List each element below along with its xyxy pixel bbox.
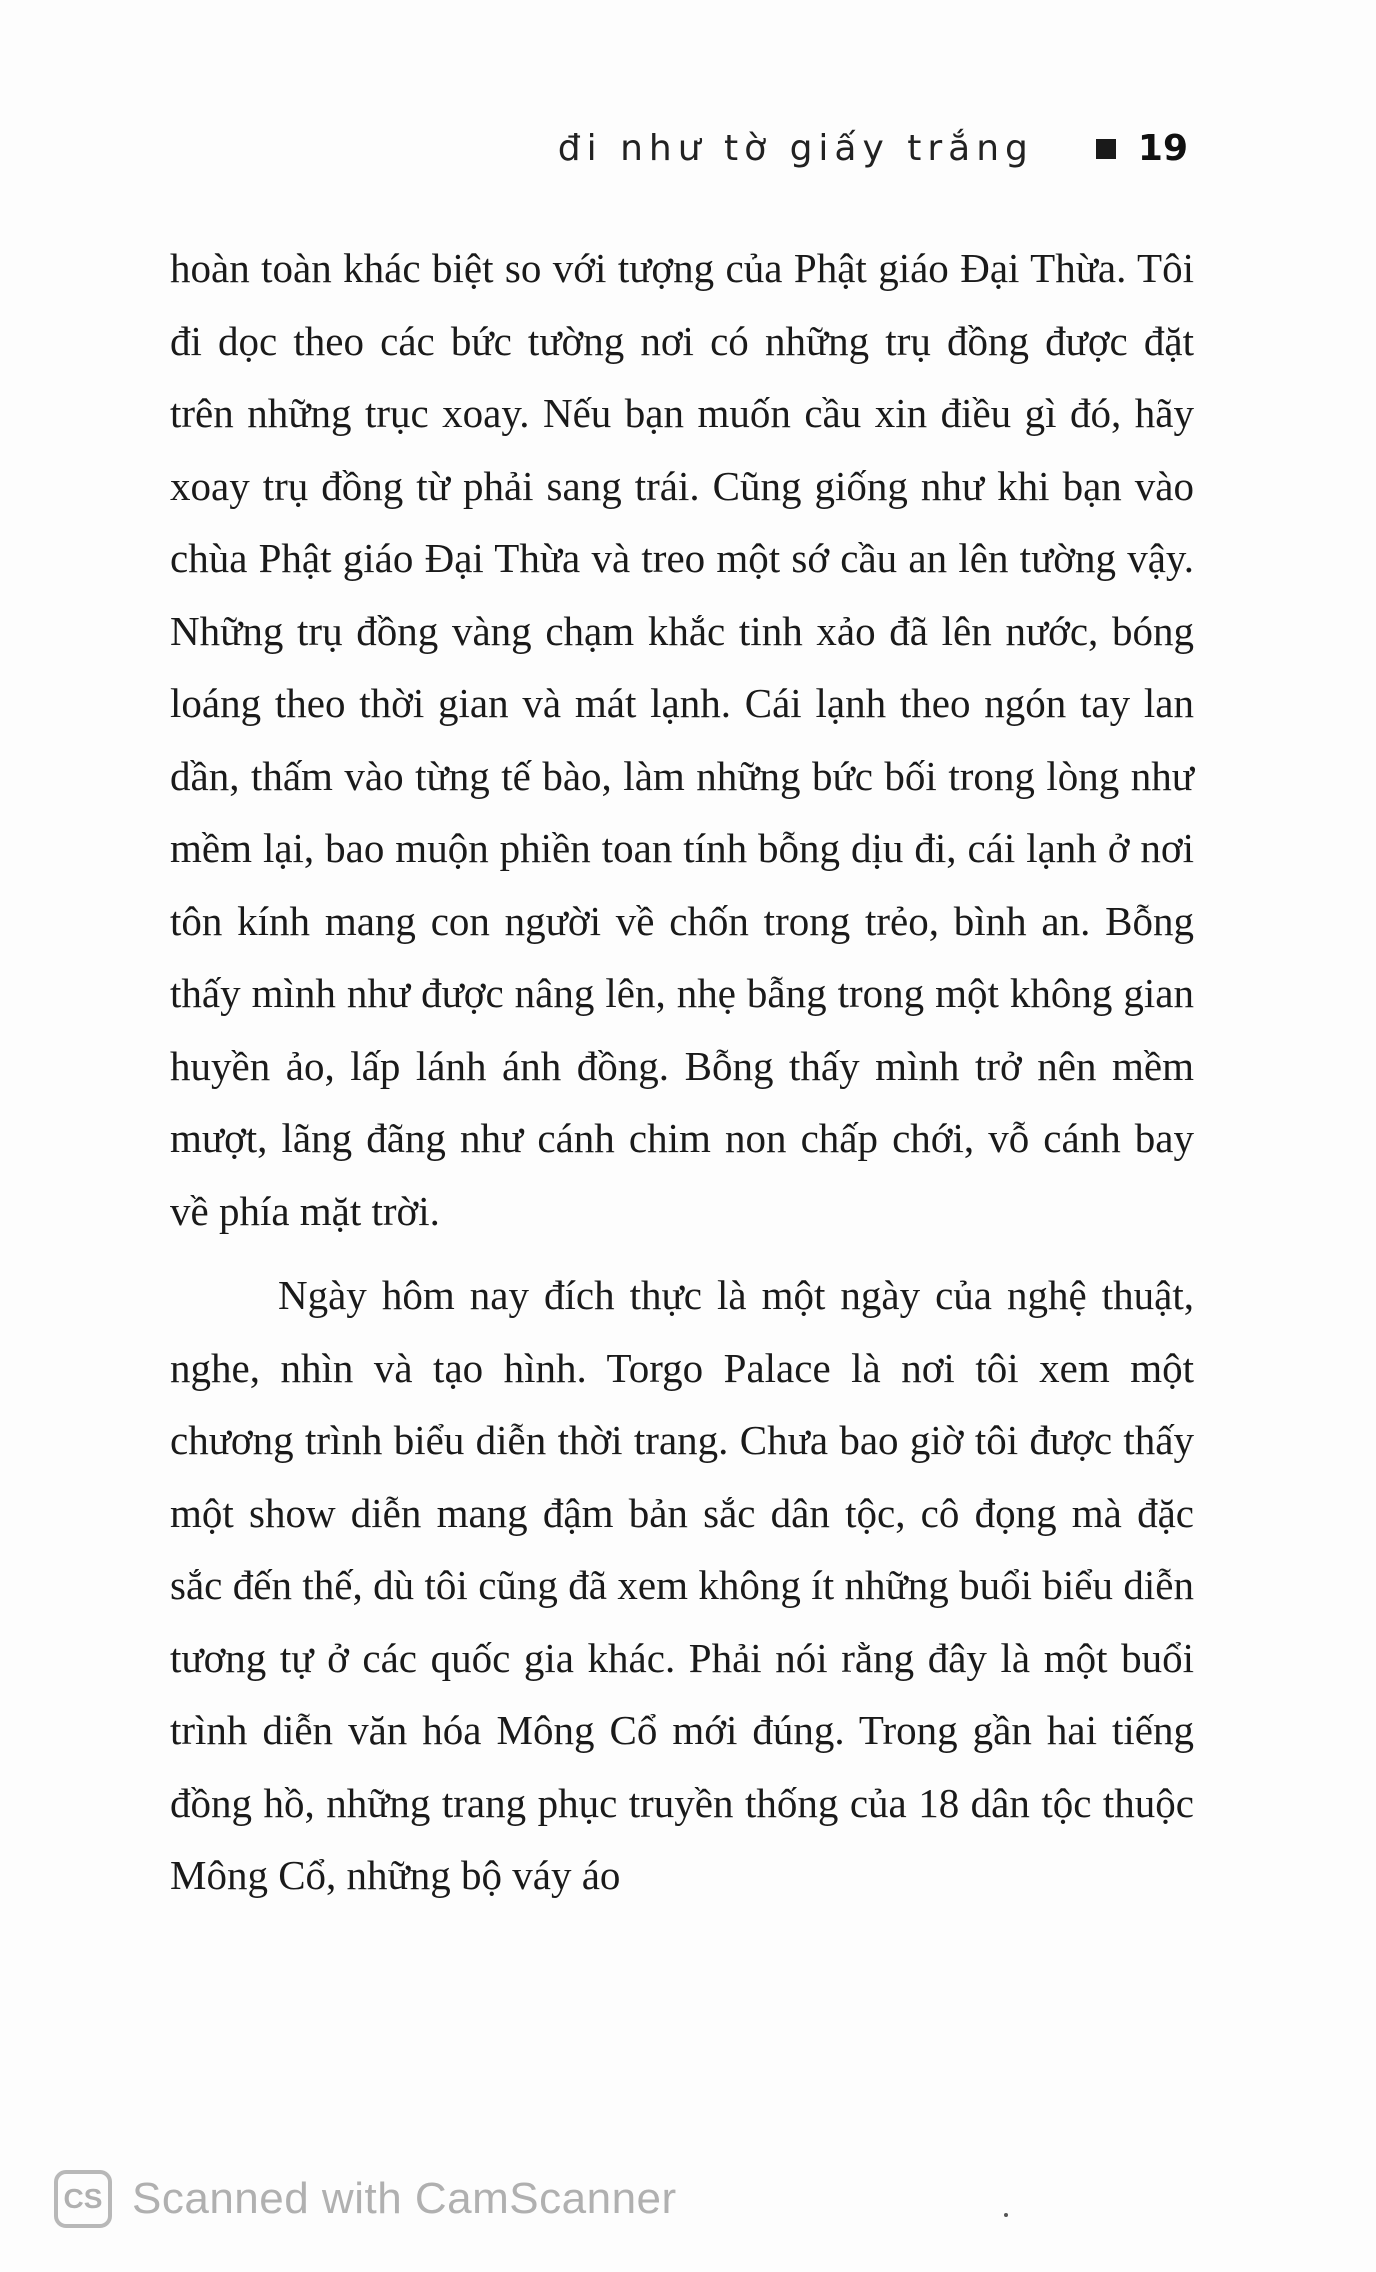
body-text: [170, 232, 1194, 1912]
running-title: đi như tờ giấy trắng: [557, 128, 1034, 169]
scanner-watermark-text: Scanned with CamScanner: [132, 2174, 677, 2223]
header-square-icon: [1096, 139, 1116, 159]
paragraph-torgo-palace: Ngày hôm nay đích thực là một ngày của nghệ thuật, nghe, nhìn và tạo hình. Torgo Palace là nơi tôi xem một chương trình biểu diễn thời trang. Chưa bao giờ tôi được thấy một show diễn mang đậm bản sắc dân tộc, cô đọng mà đặc sắc đến thế, dù tôi cũng đã xem không ít những buổi biểu diễn tương tự ở các quốc gia khác. Phải nói rằng đây là một buổi trình diễn văn hóa Mông Cổ mới đúng. Trong gần hai tiếng đồng hồ, những trang phục truyền thống của 18 dân tộc thuộc Mông Cổ, những bộ váy áo: [170, 1272, 1194, 1898]
camscanner-logo-icon: CS: [54, 2170, 112, 2228]
scan-dust-speck: [1004, 2213, 1008, 2217]
paragraph-continued: hoàn toàn khác biệt so với tượng của Phật giáo Đại Thừa. Tôi đi dọc theo các bức tường nơi có những trụ đồng được đặt trên những trục xoay. Nếu bạn muốn cầu xin điều gì đó, hãy xoay trụ đồng từ phải sang trái. Cũng giống như khi bạn vào chùa Phật giáo Đại Thừa và treo một sớ cầu an lên tường vậy. Những trụ đồng vàng chạm khắc tinh xảo đã lên nước, bóng loáng theo thời gian và mát lạnh. Cái lạnh theo ngón tay lan dần, thấm vào từng tế bào, làm những bức bối trong lòng như mềm lại, bao muộn phiền toan tính bỗng dịu đi, cái lạnh ở nơi tôn kính mang con người về chốn trong trẻo, bình an. Bỗng thấy mình như được nâng lên, nhẹ bẫng trong một không gian huyền ảo, lấp lánh ánh đồng. Bỗng thấy mình trở nên mềm mượt, lãng đãng như cánh chim non chấp chới, vỗ cánh bay về phía mặt trời.: [170, 245, 1194, 1234]
page-number: 19: [1137, 128, 1188, 169]
scanner-watermark: [54, 2170, 677, 2228]
running-header: [558, 128, 1188, 169]
